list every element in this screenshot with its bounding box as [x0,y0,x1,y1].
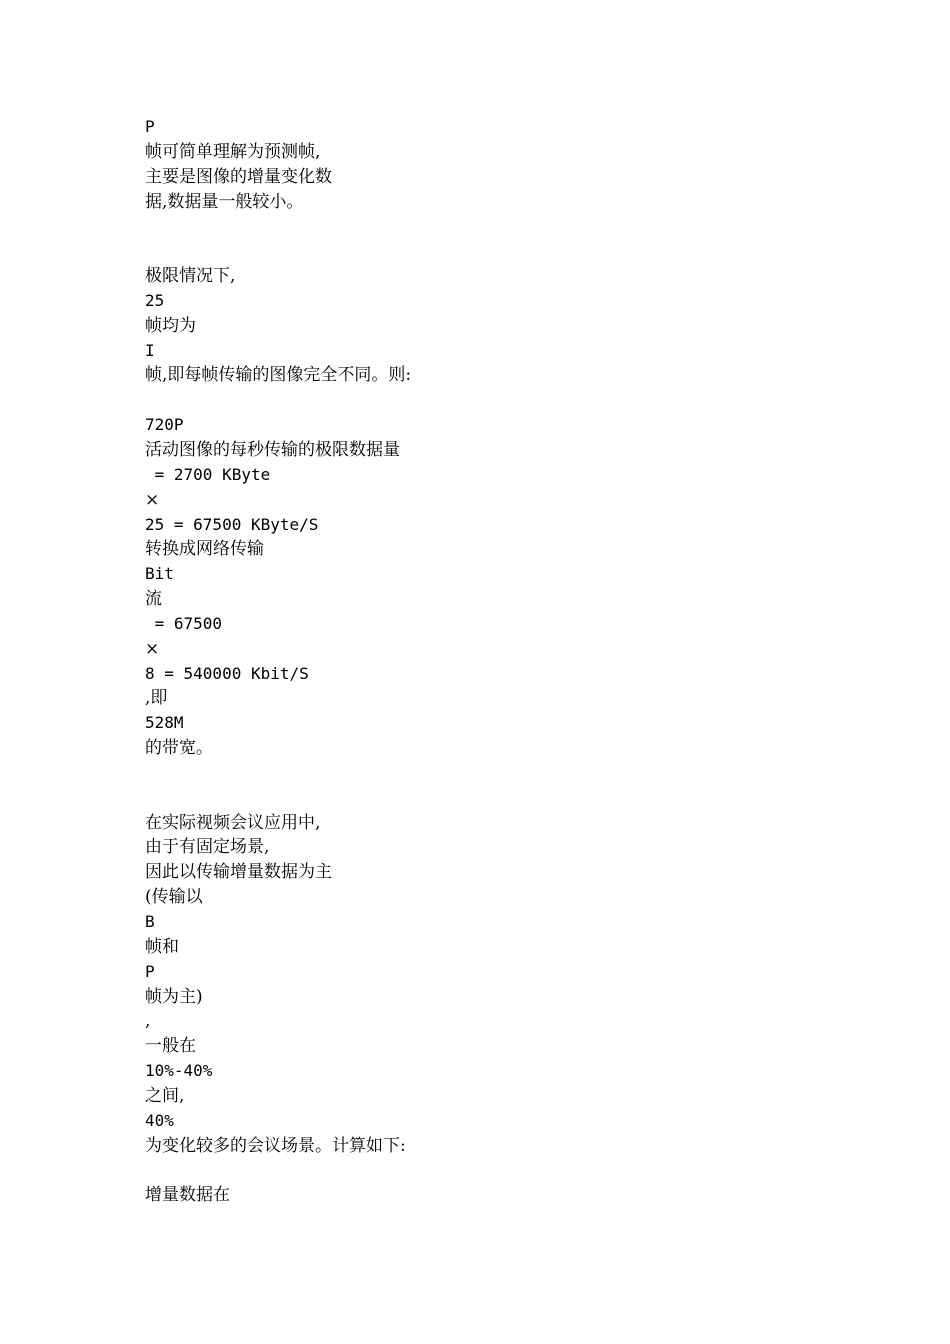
text-line: 极限情况下, [145,266,236,287]
text-line: P [145,961,155,981]
text-line: 据,数据量一般较小。 [145,191,304,212]
blank-line [145,1158,845,1183]
blank-line [145,761,845,786]
text-line: 528M [145,713,184,733]
text-line: = 67500 [145,613,223,633]
text-line: 帧可简单理解为预测帧, [145,141,321,162]
text-line: 8 = 540000 Kbit/S [145,663,309,683]
text-line: 帧均为 [145,315,196,336]
text-line: 的带宽。 [145,738,213,759]
text-line: 之间, [145,1085,185,1106]
text-line: ,即 [145,688,168,709]
text-line: 一般在 [145,1036,196,1057]
text-line: 帧,即每帧传输的图像完全不同。则: [145,365,412,386]
text-line: 活动图像的每秒传输的极限数据量 [145,439,400,460]
text-line: Bit [145,564,174,584]
text-line: 为变化较多的会议场景。计算如下: [145,1135,406,1156]
text-line: 由于有固定场景, [145,837,270,858]
text-line: 25 = 67500 KByte/S [145,514,319,534]
text-line: = 2700 KByte [145,464,271,484]
text-line: 流 [145,589,162,610]
text-line: 720P [145,415,184,435]
text-line: 帧和 [145,936,179,957]
text-line: 在实际视频会议应用中, [145,812,321,833]
document-body [145,115,845,1208]
text-line: 因此以传输增量数据为主 [145,862,332,883]
text-line: 转换成网络传输 [145,539,264,560]
text-line: I [145,340,155,360]
text-line: B [145,912,155,931]
text-line: , [145,1011,151,1032]
text-line: 增量数据在 [145,1185,230,1206]
text-line: 25 [145,290,165,310]
text-line: 40% [145,1110,174,1130]
text-line: 10%-40% [145,1061,213,1081]
blank-line [145,786,845,811]
text-line: P [145,117,155,136]
blank-line [145,388,845,413]
text-line: 主要是图像的增量变化数 [145,166,332,187]
text-line: × [145,638,160,659]
blank-line [145,239,845,264]
text-line: × [145,489,160,510]
blank-line [145,214,845,239]
text-line: (传输以 [145,887,203,908]
text-line: 帧为主) [145,986,203,1007]
